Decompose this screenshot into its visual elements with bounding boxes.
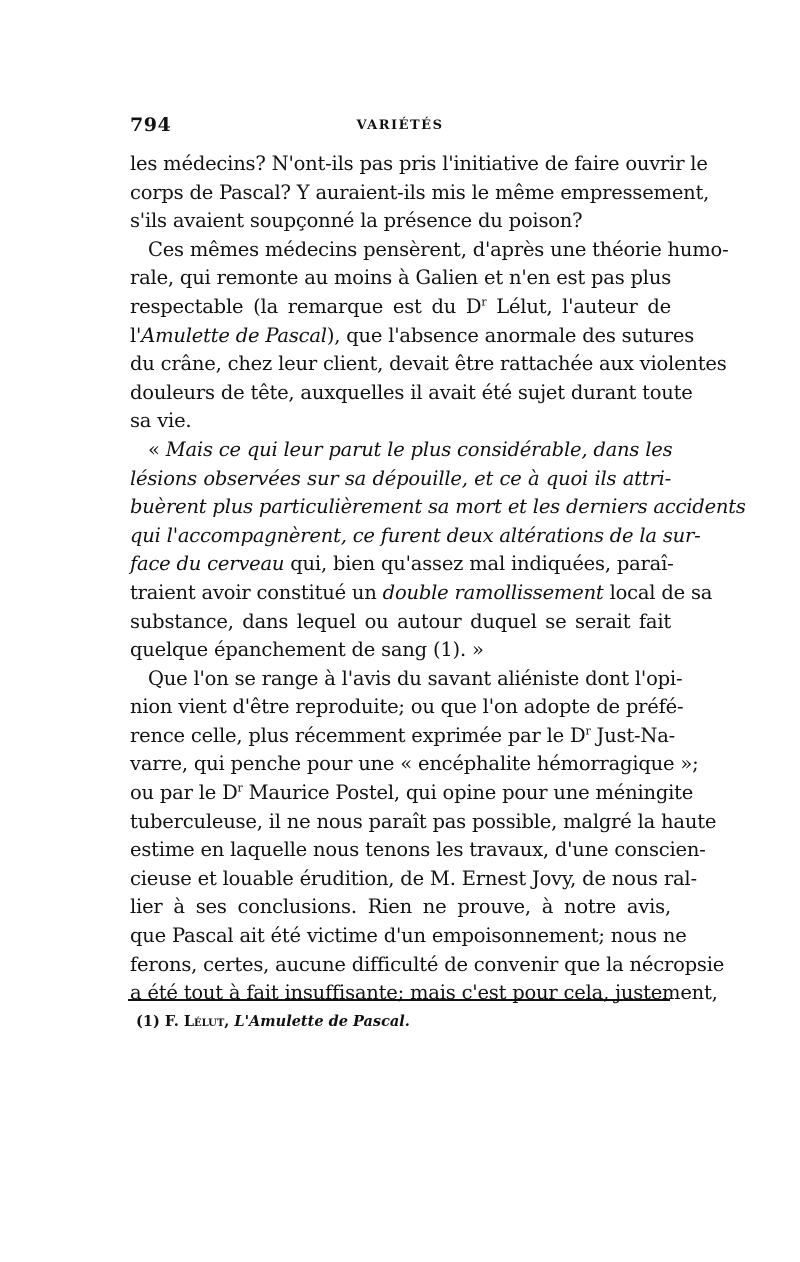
- text-line: [130, 179, 710, 208]
- text-segment: cieuse et louable érudition, de M. Ernest Jovy, de nous ral-: [130, 866, 697, 890]
- text-line: [130, 579, 713, 608]
- superscript: r: [585, 724, 591, 738]
- body-text: [130, 150, 746, 1008]
- text-segment: rence celle, plus récemment exprimée par le D: [130, 723, 586, 747]
- text-line: [130, 779, 694, 808]
- footnote-divider: [128, 999, 670, 1001]
- footnote-author-name: Lélut: [183, 1013, 225, 1030]
- text-line: [130, 150, 708, 179]
- text-line: [130, 465, 671, 494]
- text-line: [130, 979, 718, 1008]
- text-line: [130, 207, 671, 236]
- text-segment: nion vient d'être reproduite; ou que l'on adopte de préfé-: [130, 695, 684, 719]
- text-segment: douleurs de tête, auxquelles il avait été sujet durant toute: [130, 380, 693, 404]
- text-segment: estime en laquelle nous tenons les travaux, d'une conscien-: [130, 838, 706, 862]
- text-segment: ou par le D: [130, 781, 238, 805]
- text-line: [130, 693, 684, 722]
- text-segment: que Pascal ait été victime d'un empoisonnement; nous ne: [130, 924, 687, 948]
- text-line: [130, 750, 699, 779]
- text-line: [130, 865, 697, 894]
- text-segment: «: [148, 437, 166, 461]
- text-segment: tuberculeuse, il ne nous paraît pas possible, malgré la haute: [130, 809, 717, 833]
- footnote: (1) F. Lélut, L'Amulette de Pascal.: [136, 1013, 410, 1030]
- text-segment: varre, qui penche pour une « encéphalite hémorragique »;: [130, 752, 699, 776]
- text-line: [130, 379, 693, 408]
- footnote-title: L'Amulette de Pascal.: [234, 1013, 410, 1030]
- italic-text: buèrent plus particulièrement sa mort et les derniers accidents: [130, 495, 746, 519]
- text-segment: Just-Na-: [590, 723, 676, 747]
- italic-text: Amulette de Pascal: [141, 323, 327, 347]
- text-segment: s'ils avaient soupçonné la présence du poison?: [130, 209, 583, 233]
- text-line: [130, 665, 683, 694]
- italic-text: lésions observées sur sa dépouille, et ce à quoi ils attri-: [130, 466, 671, 490]
- text-segment: l': [130, 323, 142, 347]
- text-line: [130, 808, 717, 837]
- text-segment: Maurice Postel, qui opine pour une méningite: [242, 781, 694, 805]
- text-line: [130, 722, 676, 751]
- text-segment: Lélut, l'auteur de: [486, 294, 671, 318]
- text-segment: traient avoir constitué un: [130, 580, 383, 604]
- footnote-number: (1): [136, 1013, 160, 1030]
- superscript: r: [481, 295, 487, 309]
- page-number: 794: [130, 114, 172, 136]
- text-line: [130, 436, 671, 465]
- text-line: [130, 322, 695, 351]
- superscript: r: [237, 781, 243, 795]
- italic-text: double ramollissement: [382, 580, 604, 604]
- footnote-author-initial: F.: [164, 1013, 179, 1030]
- text-segment: respectable (la remarque est du D: [130, 294, 482, 318]
- text-segment: ), que l'absence anormale des sutures: [326, 323, 695, 347]
- text-segment: Que l'on se range à l'avis du savant aliéniste dont l'opi-: [148, 666, 683, 690]
- text-line: [130, 407, 671, 436]
- text-segment: quelque épanchement de sang (1). »: [130, 638, 484, 662]
- text-line: [130, 951, 725, 980]
- text-segment: corps de Pascal? Y auraient-ils mis le même empressement,: [130, 180, 710, 204]
- text-line: [130, 236, 729, 265]
- running-title: VARIÉTÉS: [356, 118, 444, 133]
- text-line: [130, 836, 706, 865]
- text-line: [130, 350, 727, 379]
- italic-text: Mais ce qui leur parut le plus considérable, dans les: [165, 437, 673, 461]
- text-line: [130, 522, 701, 551]
- text-segment: lier à ses conclusions. Rien ne prouve, à notre avis,: [130, 895, 671, 919]
- text-line: [130, 922, 687, 951]
- text-segment: a été tout à fait insuffisante; mais c'est pour cela, justement,: [130, 981, 718, 1005]
- italic-text: face du cerveau: [130, 552, 285, 576]
- text-segment: les médecins? N'ont-ils pas pris l'initiative de faire ouvrir le: [130, 152, 708, 175]
- text-segment: substance, dans lequel ou autour duquel se serait fait: [130, 609, 671, 633]
- text-line: [130, 636, 671, 665]
- text-line: [130, 293, 671, 322]
- text-segment: qui, bien qu'assez mal indiquées, paraî-: [284, 552, 674, 576]
- text-segment: sa vie.: [130, 409, 192, 433]
- text-line: [130, 550, 674, 579]
- text-segment: Ces mêmes médecins pensèrent, d'après une théorie humo-: [148, 237, 729, 261]
- text-segment: du crâne, chez leur client, devait être rattachée aux violentes: [130, 352, 727, 376]
- text-segment: ferons, certes, aucune difficulté de convenir que la nécropsie: [130, 952, 725, 976]
- text-segment: rale, qui remonte au moins à Galien et n'en est pas plus: [130, 266, 672, 290]
- text-segment: local de sa: [603, 580, 713, 604]
- italic-text: qui l'accompagnèrent, ce furent deux altérations de la sur-: [130, 523, 701, 547]
- text-line: [130, 493, 746, 522]
- page-header: [130, 114, 670, 142]
- text-line: [130, 608, 671, 637]
- text-line: [130, 264, 671, 293]
- text-line: [130, 893, 671, 922]
